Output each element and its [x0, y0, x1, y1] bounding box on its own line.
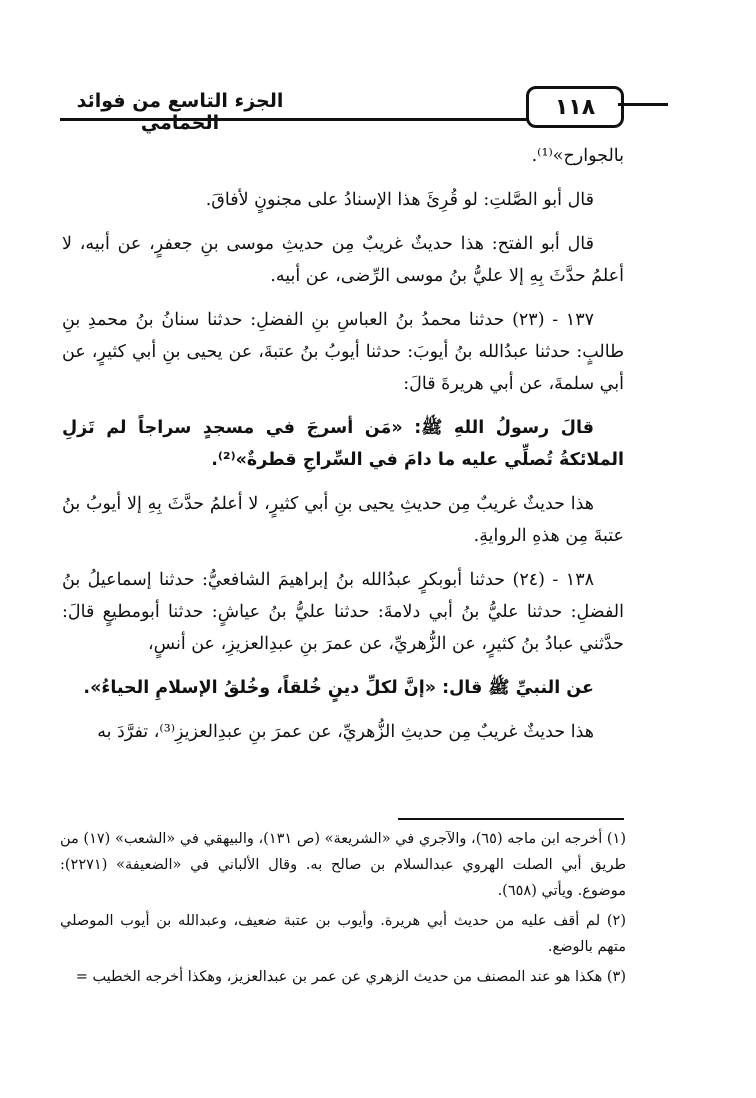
paragraph-isnad-137: ١٣٧ - (٢٣) حدثنا محمدُ بنُ العباسِ بنِ الفضلِ: حدثنا سنانُ بنُ محمدِ بنِ طالبٍ: حدثنا عبدُالله بنُ أيوبَ: حدثنا أيوبُ بنُ عتبةَ، عن يحيى بنِ أبي كثيرٍ، عن أبي سلمةَ، عن أبي هريرةَ قالَ:	[62, 310, 624, 394]
header-rule-tail	[618, 103, 668, 106]
running-title: الجزء التاسع من فوائد الحمامي	[76, 90, 284, 134]
paragraph-fragment: بالجوارح»⁽¹⁾.	[531, 146, 624, 166]
main-text	[62, 140, 624, 760]
paragraph-hadith-138: عن النبيِّ ﷺ قال: «إنَّ لكلِّ دينٍ خُلقاً، وخُلقُ الإسلامِ الحياءُ».	[83, 678, 594, 698]
page-number-box	[526, 86, 624, 128]
page-header	[60, 86, 620, 134]
paragraph-hadith-137: قالَ رسولُ اللهِ ﷺ: «مَن أسرجَ في مسجدٍ سراجاً لم تَزلِ الملائكةُ تُصلِّي عليه ما دامَ في السِّراجِ قطرةٌ»⁽²⁾.	[62, 418, 624, 470]
footnotes	[60, 826, 626, 994]
paragraph-abu-fath-comment: قال أبو الفتح: هذا حديثٌ غريبٌ مِن حديثِ موسى بنِ جعفرٍ، عن أبيه، لا أعلمُ حدَّثَ بِهِ إلا عليُّ بنُ موسى الرِّضى، عن أبيه.	[62, 234, 624, 286]
header-rule	[60, 118, 528, 121]
paragraph-comment-137: هذا حديثٌ غريبٌ مِن حديثِ يحيى بنِ أبي كثيرٍ، لا أعلمُ حدَّثَ بِهِ إلا أيوبُ بنُ عتبةَ مِن هذهِ الروايةِ.	[62, 494, 624, 546]
paragraph-abu-salt: قال أبو الصَّلتِ: لو قُرِئَ هذا الإسنادُ على مجنونٍ لأفاقَ.	[205, 190, 594, 210]
paragraph-isnad-138: ١٣٨ - (٢٤) حدثنا أبوبكرٍ عبدُالله بنُ إبراهيمَ الشافعيُّ: حدثنا إسماعيلُ بنُ الفضلِ: حدثنا عليُّ بنُ أبي دلامةَ: حدثنا عليُّ بنُ عياشٍ: حدثنا أبومطيعٍ قالَ: حدَّثني عبادُ بنُ كثيرٍ، عن الزُّهريِّ، عن عمرَ بنِ عبدِالعزيزِ، عن أنسٍ،	[62, 570, 624, 654]
footnote-separator	[398, 818, 624, 820]
footnote-2: (٢) لم أقف عليه من حديث أبي هريرة. وأيوب بن عتبة ضعيف، وعبدالله بن أيوب الموصلي متهم بالوضع.	[60, 913, 626, 955]
footnote-1: (١) أخرجه ابن ماجه (٦٥)، والآجري في «الشريعة» (ص ١٣١)، والبيهقي في «الشعب» (١٧) من طريق أبي الصلت الهروي عبدالسلام بن صالح به. وقال الألباني في «الضعيفة» (٢٢٧١): موضوع. ويأتي (٦٥٨).	[60, 831, 626, 899]
paragraph-comment-138: هذا حديثٌ غريبٌ مِن حديثِ الزُّهريِّ، عن عمرَ بنِ عبدِالعزيزِ⁽³⁾، تفرَّدَ به	[97, 722, 594, 742]
page-number: ١١٨	[554, 94, 596, 120]
footnote-3: (٣) هكذا هو عند المصنف من حديث الزهري عن عمر بن عبدالعزيز، وهكذا أخرجه الخطيب =	[75, 969, 626, 985]
